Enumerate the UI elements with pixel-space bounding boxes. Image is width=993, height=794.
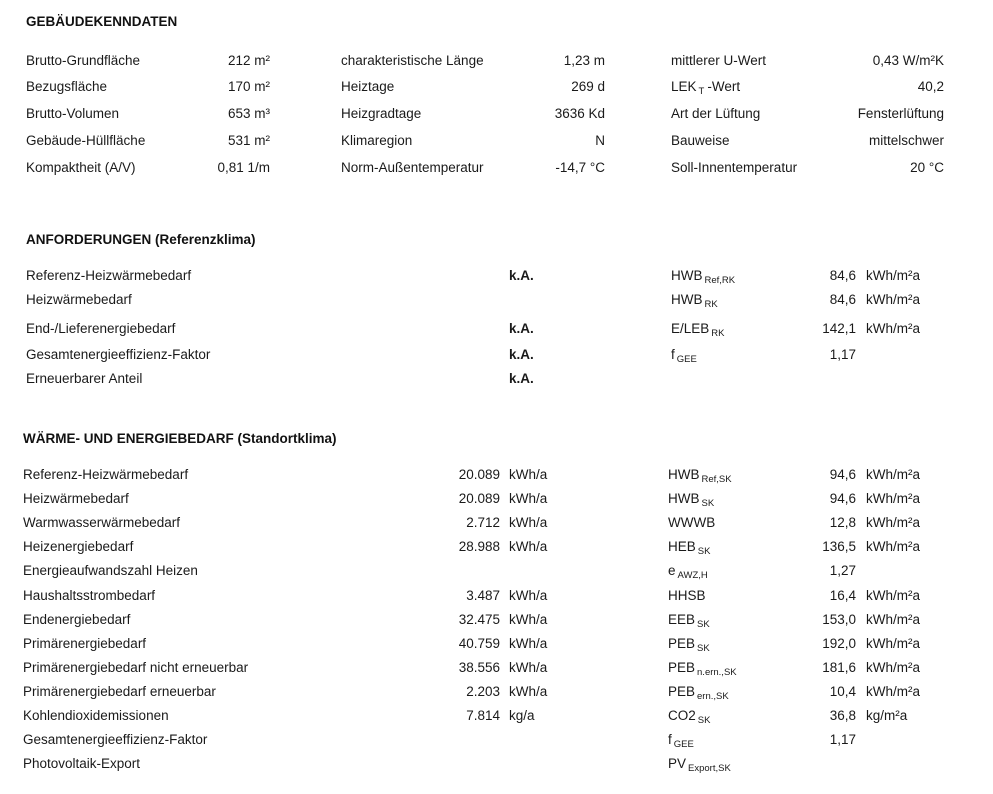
symbol-base: HWB	[668, 467, 700, 482]
symbol	[668, 491, 714, 512]
lek-suffix: -Wert	[707, 79, 741, 94]
specific-unit: kg/m²a	[866, 708, 908, 723]
lek-symbol: LEK	[671, 79, 697, 94]
row-label: Referenz-Heizwärmebedarf	[23, 467, 189, 482]
annual-unit: kWh/a	[509, 659, 548, 675]
specific-unit: kWh/m²a	[866, 659, 920, 675]
annual-value: 20.089	[458, 467, 500, 482]
symbol	[668, 660, 737, 681]
value-kompaktheit: 0,81 1/m	[217, 160, 270, 175]
row-label: Primärenergiebedarf nicht erneuerbar	[23, 659, 249, 675]
value-lek-wert: 40,2	[917, 79, 944, 94]
section-title-anforderungen: ANFORDERUNGEN (Referenzklima)	[26, 232, 256, 247]
value-charakteristische-laenge: 1,23 m	[563, 53, 605, 68]
row-label: Haushaltsstrombedarf	[23, 587, 156, 603]
value-mittlerer-u-wert: 0,43 W/m²K	[872, 53, 944, 68]
annual-unit: kWh/a	[509, 467, 548, 482]
requirement-value: k.A.	[509, 347, 534, 362]
symbol-base: PEB	[668, 635, 696, 651]
row-label: Photovoltaik-Export	[23, 756, 141, 772]
label-heiztage: Heiztage	[341, 79, 395, 94]
symbol-base: PEB	[668, 683, 696, 699]
symbol-base: HWB	[671, 268, 703, 283]
label-lek-wert	[671, 79, 740, 100]
row-label: Erneuerbarer Anteil	[26, 371, 143, 386]
symbol-subscript: Export,SK	[688, 763, 731, 775]
symbol-base: E/LEB	[671, 321, 710, 336]
symbol-subscript: GEE	[676, 354, 697, 365]
symbol-subscript: GEE	[673, 739, 694, 751]
row-label: Heizenergiebedarf	[23, 539, 134, 555]
row-label: Endenergiebedarf	[23, 611, 131, 627]
specific-value: 94,6	[829, 491, 856, 507]
symbol-base: HWB	[671, 292, 703, 307]
row-label: Referenz-Heizwärmebedarf	[26, 268, 192, 283]
annual-value: 3.487	[466, 587, 500, 603]
symbol-subscript: Ref,SK	[701, 474, 732, 485]
annual-value: 7.814	[466, 708, 500, 723]
specific-value: 10,4	[829, 683, 856, 699]
symbol-subscript: ern.,SK	[697, 690, 729, 702]
row-label: Gesamtenergieeffizienz-Faktor	[23, 732, 208, 748]
value-norm-aussentemperatur: -14,7 °C	[555, 160, 605, 175]
row-label: Primärenergiebedarf	[23, 635, 147, 651]
specific-unit: kWh/m²a	[866, 491, 920, 507]
label-brutto-grundflaeche: Brutto-Grundfläche	[26, 53, 141, 68]
annual-value: 28.988	[458, 539, 500, 555]
annual-value: 2.712	[466, 515, 500, 531]
symbol-base: f	[671, 347, 675, 362]
label-klimaregion: Klimaregion	[341, 133, 413, 148]
specific-value: 16,4	[829, 587, 856, 603]
specific-value: 142,1	[822, 321, 856, 336]
value-heiztage: 269 d	[571, 79, 605, 94]
symbol	[668, 756, 731, 777]
symbol	[668, 467, 732, 488]
value-soll-innentemperatur: 20 °C	[910, 160, 944, 175]
symbol-subscript: Ref,RK	[704, 275, 736, 286]
symbol-base: HWB	[668, 491, 700, 507]
symbol	[668, 539, 710, 560]
row-label: Heizwärmebedarf	[26, 292, 132, 307]
annual-unit: kWh/a	[509, 491, 548, 507]
specific-unit: kWh/m²a	[866, 611, 920, 627]
specific-value: 136,5	[822, 539, 856, 555]
specific-value: 1,17	[829, 732, 856, 748]
specific-value: 192,0	[822, 635, 856, 651]
specific-unit: kWh/m²a	[866, 467, 920, 482]
label-brutto-volumen: Brutto-Volumen	[26, 106, 120, 121]
value-bezugsflaeche: 170 m²	[227, 79, 270, 94]
symbol-subscript: SK	[697, 715, 711, 726]
symbol-subscript: SK	[697, 642, 710, 654]
value-brutto-grundflaeche: 212 m²	[227, 53, 270, 68]
symbol-base: HHSB	[668, 587, 706, 603]
annual-unit: kg/a	[509, 708, 535, 723]
specific-value: 36,8	[829, 708, 856, 723]
row-label: End-/Lieferenergiebedarf	[26, 321, 176, 336]
row-label: Heizwärmebedarf	[23, 491, 129, 507]
label-charakteristische-laenge: charakteristische Länge	[341, 53, 484, 68]
row-label: Gesamtenergieeffizienz-Faktor	[26, 347, 211, 362]
specific-value: 1,27	[829, 563, 856, 579]
requirement-value: k.A.	[509, 321, 534, 336]
specific-unit: kWh/m²a	[866, 683, 920, 699]
symbol	[668, 684, 729, 705]
symbol-base: e	[668, 563, 676, 579]
annual-unit: kWh/a	[509, 635, 548, 651]
annual-value: 38.556	[458, 659, 500, 675]
annual-unit: kWh/a	[509, 539, 548, 555]
row-label: Warmwasserwärmebedarf	[23, 515, 181, 531]
label-kompaktheit: Kompaktheit (A/V)	[26, 160, 136, 175]
specific-unit: kWh/m²a	[866, 587, 920, 603]
specific-unit: kWh/m²a	[866, 515, 920, 531]
label-bauweise: Bauweise	[671, 133, 730, 148]
label-art-der-lueftung: Art der Lüftung	[671, 106, 761, 121]
specific-unit: kWh/m²a	[866, 635, 920, 651]
value-bauweise: mittelschwer	[868, 133, 944, 148]
symbol-base: HEB	[668, 539, 696, 555]
label-heizgradtage: Heizgradtage	[341, 106, 422, 121]
specific-value: 181,6	[822, 659, 856, 675]
specific-value: 84,6	[829, 268, 856, 283]
symbol	[668, 588, 708, 609]
specific-unit: kWh/m²a	[866, 321, 920, 336]
label-bezugsflaeche: Bezugsfläche	[26, 79, 108, 94]
requirement-value: k.A.	[509, 371, 534, 386]
value-brutto-volumen: 653 m³	[227, 106, 270, 121]
label-gebaeude-huellflaeche: Gebäude-Hüllfläche	[26, 133, 146, 148]
symbol	[668, 636, 710, 657]
symbol-subscript: SK	[701, 498, 715, 510]
label-norm-aussentemperatur: Norm-Außentemperatur	[341, 160, 484, 175]
symbol	[671, 347, 697, 368]
value-gebaeude-huellflaeche: 531 m²	[227, 133, 270, 148]
section-title-gebaeudekenndaten: GEBÄUDEKENNDATEN	[26, 14, 178, 29]
symbol	[668, 708, 710, 729]
symbol	[668, 612, 710, 633]
row-label: Primärenergiebedarf erneuerbar	[23, 683, 216, 699]
specific-unit: kWh/m²a	[866, 292, 920, 307]
annual-unit: kWh/a	[509, 611, 548, 627]
symbol-base: WWWB	[668, 515, 716, 531]
annual-value: 32.475	[458, 611, 500, 627]
symbol	[671, 268, 735, 289]
specific-value: 94,6	[829, 467, 856, 482]
specific-value: 153,0	[822, 611, 856, 627]
row-label: Kohlendioxidemissionen	[23, 708, 169, 723]
symbol-base: f	[668, 732, 672, 748]
annual-value: 40.759	[458, 635, 500, 651]
label-mittlerer-u-wert: mittlerer U-Wert	[671, 53, 767, 68]
symbol	[671, 292, 718, 313]
symbol-subscript: AWZ,H	[677, 570, 708, 582]
row-label: Energieaufwandszahl Heizen	[23, 563, 198, 579]
symbol-base: CO2	[668, 708, 696, 723]
symbol-base: PV	[668, 756, 687, 772]
value-klimaregion: N	[595, 133, 605, 148]
specific-value: 84,6	[829, 292, 856, 307]
annual-value: 2.203	[466, 683, 500, 699]
section-title-waerme-energiebedarf: WÄRME- UND ENERGIEBEDARF (Standortklima)	[23, 431, 337, 446]
symbol-subscript: SK	[697, 546, 711, 558]
specific-value: 1,17	[829, 347, 856, 362]
annual-unit: kWh/a	[509, 683, 548, 699]
specific-value: 12,8	[829, 515, 856, 531]
symbol	[671, 321, 724, 342]
symbol-subscript: n.ern.,SK	[697, 666, 737, 678]
specific-unit: kWh/m²a	[866, 539, 920, 555]
label-soll-innentemperatur: Soll-Innentemperatur	[671, 160, 798, 175]
symbol-subscript: RK	[711, 328, 725, 339]
annual-unit: kWh/a	[509, 515, 548, 531]
value-art-der-lueftung: Fensterlüftung	[857, 106, 944, 121]
symbol	[668, 563, 708, 584]
symbol-base: PEB	[668, 659, 696, 675]
specific-unit: kWh/m²a	[866, 268, 920, 283]
annual-unit: kWh/a	[509, 587, 548, 603]
symbol-base: EEB	[668, 611, 696, 627]
symbol	[671, 371, 673, 392]
symbol-subscript: RK	[704, 299, 718, 310]
value-heizgradtage: 3636 Kd	[554, 106, 605, 121]
annual-value: 20.089	[458, 491, 500, 507]
symbol	[668, 732, 694, 753]
symbol-subscript: SK	[697, 618, 710, 630]
requirement-value: k.A.	[509, 268, 534, 283]
lek-subscript: T	[698, 86, 705, 97]
symbol	[668, 515, 717, 536]
